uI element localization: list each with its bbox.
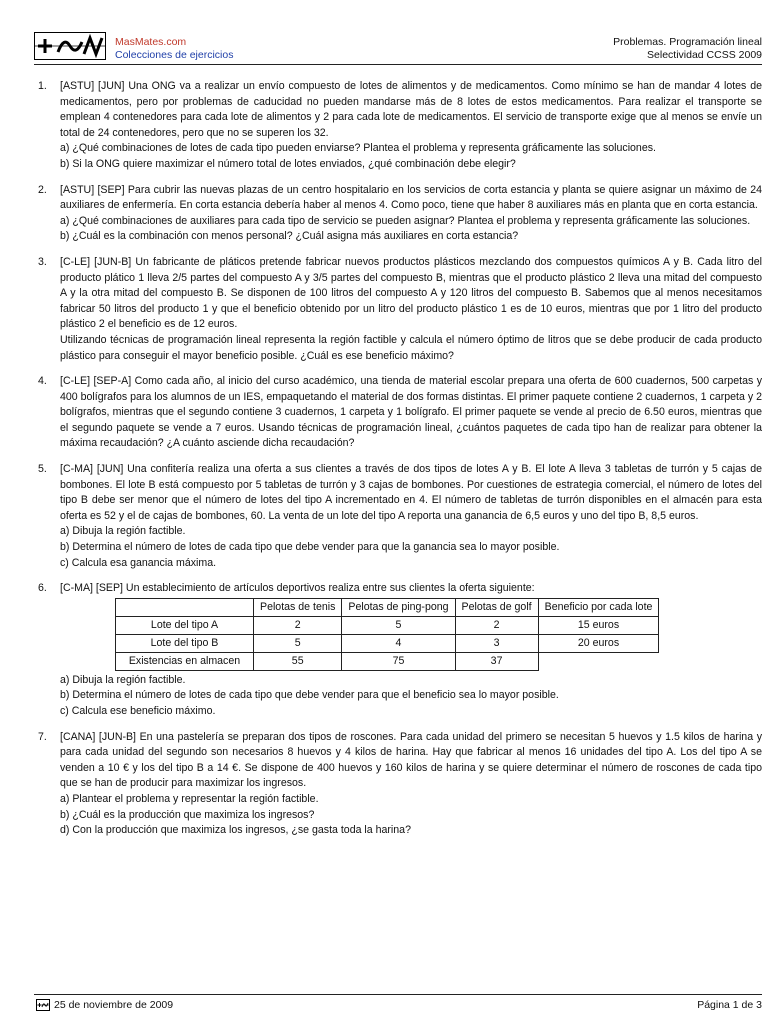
table-cell: 5	[342, 616, 455, 634]
problem-part: a) Plantear el problema y representar la región factible.	[60, 792, 319, 805]
page-footer	[34, 999, 762, 1013]
problem-part: b) ¿Cuál es la combinación con menos personal? ¿Cuál asigna más auxiliares en corta estancia?	[60, 230, 519, 243]
problem-number: 4.	[38, 375, 47, 388]
problem-body	[60, 79, 762, 173]
problem-5	[38, 462, 762, 571]
table-row	[116, 616, 659, 634]
site-name-link[interactable]: MasMates.com	[115, 36, 187, 48]
problem-part: b) Si la ONG quiere maximizar el número total de lotes enviados, ¿qué combinación debe elegir?	[60, 157, 516, 170]
document-title-line1: Problemas. Programación lineal	[613, 36, 762, 48]
table-header-cell: Pelotas de ping-pong	[342, 598, 455, 616]
table-corner-cell	[116, 598, 254, 616]
problem-body	[60, 374, 762, 452]
problem-7	[38, 730, 762, 839]
table-row-label: Lote del tipo B	[116, 634, 254, 652]
table-header-cell: Pelotas de tenis	[254, 598, 342, 616]
problem-2	[38, 183, 762, 245]
problem-statement: [C-MA] [SEP] Un establecimiento de artículos deportivos realiza entre sus clientes la oferta siguiente:	[60, 582, 535, 595]
problem-part: a) ¿Qué combinaciones de lotes de cada tipo pueden enviarse? Plantea el problema y representa gráficamente las soluciones.	[60, 142, 656, 155]
table-cell: 3	[455, 634, 538, 652]
problem-part: b) ¿Cuál es la producción que maximiza los ingresos?	[60, 808, 315, 821]
table-cell: 55	[254, 652, 342, 670]
problem-number: 2.	[38, 183, 47, 196]
problem-number: 6.	[38, 582, 47, 595]
problem-number: 3.	[38, 255, 47, 268]
problem-statement: Utilizando técnicas de programación lineal representa la región factible y calcula el número óptimo de litros que se debe producir de cada producto plástico para conseguir el mayor beneficio posible. ¿Cuál es ese beneficio máximo?	[60, 333, 762, 362]
offer-table	[115, 598, 659, 671]
site-block	[115, 36, 233, 62]
footer-date: 25 de noviembre de 2009	[54, 999, 174, 1011]
problem-1	[38, 79, 762, 173]
table-row-label: Existencias en almacen	[116, 652, 254, 670]
problem-4	[38, 374, 762, 452]
footer-page-number: Página 1 de 3	[697, 999, 762, 1011]
table-cell: 20 euros	[538, 634, 659, 652]
problem-statement: [ASTU] [JUN] Una ONG va a realizar un envío compuesto de lotes de alimentos y de medicamentos. Como mínimo se han de mandar 4 lotes de medicamentos, pero por problemas de caducidad no pueden mandarse más de 8 lotes de estos medicamentos. Para realizar el transporte se emplean 4 contenedores para cada lote de alimentos y 2 para cada lote de medicamentos. El servicio de transporte exige que al menos se envíe un total de 24 contenedores, pero que no se superen los 32.	[60, 80, 762, 139]
table-row	[116, 652, 659, 670]
problem-list	[38, 79, 762, 849]
masmates-logo-icon	[34, 32, 106, 60]
problem-body	[60, 581, 762, 719]
problem-3	[38, 255, 762, 364]
problem-part: d) Con la producción que maximiza los ingresos, ¿se gasta toda la harina?	[60, 824, 411, 837]
table-cell: 37	[455, 652, 538, 670]
document-title	[613, 36, 762, 62]
table-cell: 75	[342, 652, 455, 670]
table-header-row	[116, 598, 659, 616]
problem-body	[60, 255, 762, 364]
table-header-cell: Pelotas de golf	[455, 598, 538, 616]
document-title-line2: Selectividad CCSS 2009	[647, 49, 762, 61]
table-empty-cell	[538, 652, 659, 670]
problem-6	[38, 581, 762, 719]
header-divider	[34, 64, 762, 65]
page-header	[34, 24, 762, 64]
problem-body	[60, 462, 762, 571]
footer-divider	[34, 994, 762, 995]
table-cell: 2	[254, 616, 342, 634]
table-cell: 2	[455, 616, 538, 634]
problem-body	[60, 730, 762, 839]
problem-statement: [C-LE] [JUN-B] Un fabricante de pláticos pretende fabricar nuevos productos plásticos mezclando dos compuestos químicos A y B. Cada litro del producto plático 1 lleva 2/5 partes del compuesto A y 3/5 partes del compuesto B, mientras que el producto plástico 2 lleva una mitad del compuesto A y la otra mitad del compuesto B. Se disponen de 100 litros del compuesto A y 120 litros del compuesto B. Sabemos que al menos necesitamos fabricar 50 litros del producto 1 y que el beneficio obtenido por un litro del producto plástico 1 es de 10 euros, mientras que por 1 litro del producto plástico 2 el beneficio es de 12 euros.	[60, 255, 762, 331]
table-row	[116, 634, 659, 652]
problem-number: 5.	[38, 463, 47, 476]
problem-part: c) Calcula ese beneficio máximo.	[60, 705, 216, 717]
masmates-small-logo-icon	[36, 999, 50, 1011]
problem-part: b) Determina el número de lotes de cada tipo que debe vender para que la ganancia sea lo mayor posible.	[60, 541, 560, 554]
problem-part: c) Calcula esa ganancia máxima.	[60, 556, 217, 569]
table-header-cell: Beneficio por cada lote	[538, 598, 659, 616]
problem-statement: [CANA] [JUN-B] En una pastelería se preparan dos tipos de roscones. Para cada unidad del primero se necesitan 5 huevos y 1.5 kilos de harina y para cada unidad del segundo son necesarios 8 huevos y 4 kilos de harina. Hay que fabricar al menos 16 unidades del tipo A. Los del tipo A se venden a 10 € y los del tipo B a 14 €. Se dispone de 400 huevos y 160 kilos de harina y se quiere determinar el número de roscones de cada tipo que se han de producir para maximizar los ingresos.	[60, 730, 762, 790]
problem-part: a) Dibuja la región factible.	[60, 673, 186, 686]
table-row-label: Lote del tipo A	[116, 616, 254, 634]
problem-statement: [C-MA] [JUN] Una confitería realiza una oferta a sus clientes a través de dos tipos de lotes A y B. El lote A lleva 3 tabletas de turrón y 5 cajas de bombones. El lote B está compuesto por 5 tabletas de turrón y 3 cajas de bombones. Por cuestiones de estrategia comercial, el número de lotes del tipo B debe ser menor que el número de lotes del tipo A incrementado en 4. El número de tabletas de turrón disponibles en el almacén para esta oferta es 52 y el de cajas de bombones, 60. La venta de un lote del tipo A reporta una ganancia de 6,5 euros y uno del tipo B, 8,5 euros.	[60, 463, 762, 522]
problem-part: a) ¿Qué combinaciones de auxiliares para cada tipo de servicio se pueden asignar? Plantea el problema y representa gráficamente las soluciones.	[60, 214, 751, 227]
problem-part: b) Determina el número de lotes de cada tipo que debe vender para que el beneficio sea lo mayor posible.	[60, 689, 559, 702]
problem-statement: [C-LE] [SEP-A] Como cada año, al inicio del curso académico, una tienda de material escolar prepara una oferta de 600 cuadernos, 500 carpetas y 400 bolígrafos para los alumnos de un IES, empaquetando el material de dos formas distintas. El primer paquete contiene 2 cuadernos, 1 carpeta y 2 bolígrafos, mientras que el segundo contiene 3 cuadernos, 1 carpeta y 1 bolígrafo. El primer paquete se vende al precio de 6.50 euros, mientras que el segundo paquete se vende a 7 euros. Usando técnicas de programación lineal, ¿cuántos paquetes de cada tipo han de realizar para obtener la máxima recaudación? ¿A cuánto asciende dicha recaudación?	[60, 375, 762, 450]
table-cell: 4	[342, 634, 455, 652]
problem-statement: [ASTU] [SEP] Para cubrir las nuevas plazas de un centro hospitalario en los servicios de corta estancia y planta se quiere asignar un máximo de 24 auxiliares de enfermería. En corta estancia debería haber al menos 4. Como poco, tiene que haber 8 auxiliares más en planta que en corta estancia.	[60, 183, 762, 212]
problem-body	[60, 183, 762, 245]
site-subtitle-link[interactable]: Colecciones de ejercicios	[115, 49, 234, 61]
problem-part: a) Dibuja la región factible.	[60, 525, 186, 538]
problem-number: 7.	[38, 730, 47, 743]
table-cell: 15 euros	[538, 616, 659, 634]
table-cell: 5	[254, 634, 342, 652]
problem-number: 1.	[38, 80, 47, 92]
